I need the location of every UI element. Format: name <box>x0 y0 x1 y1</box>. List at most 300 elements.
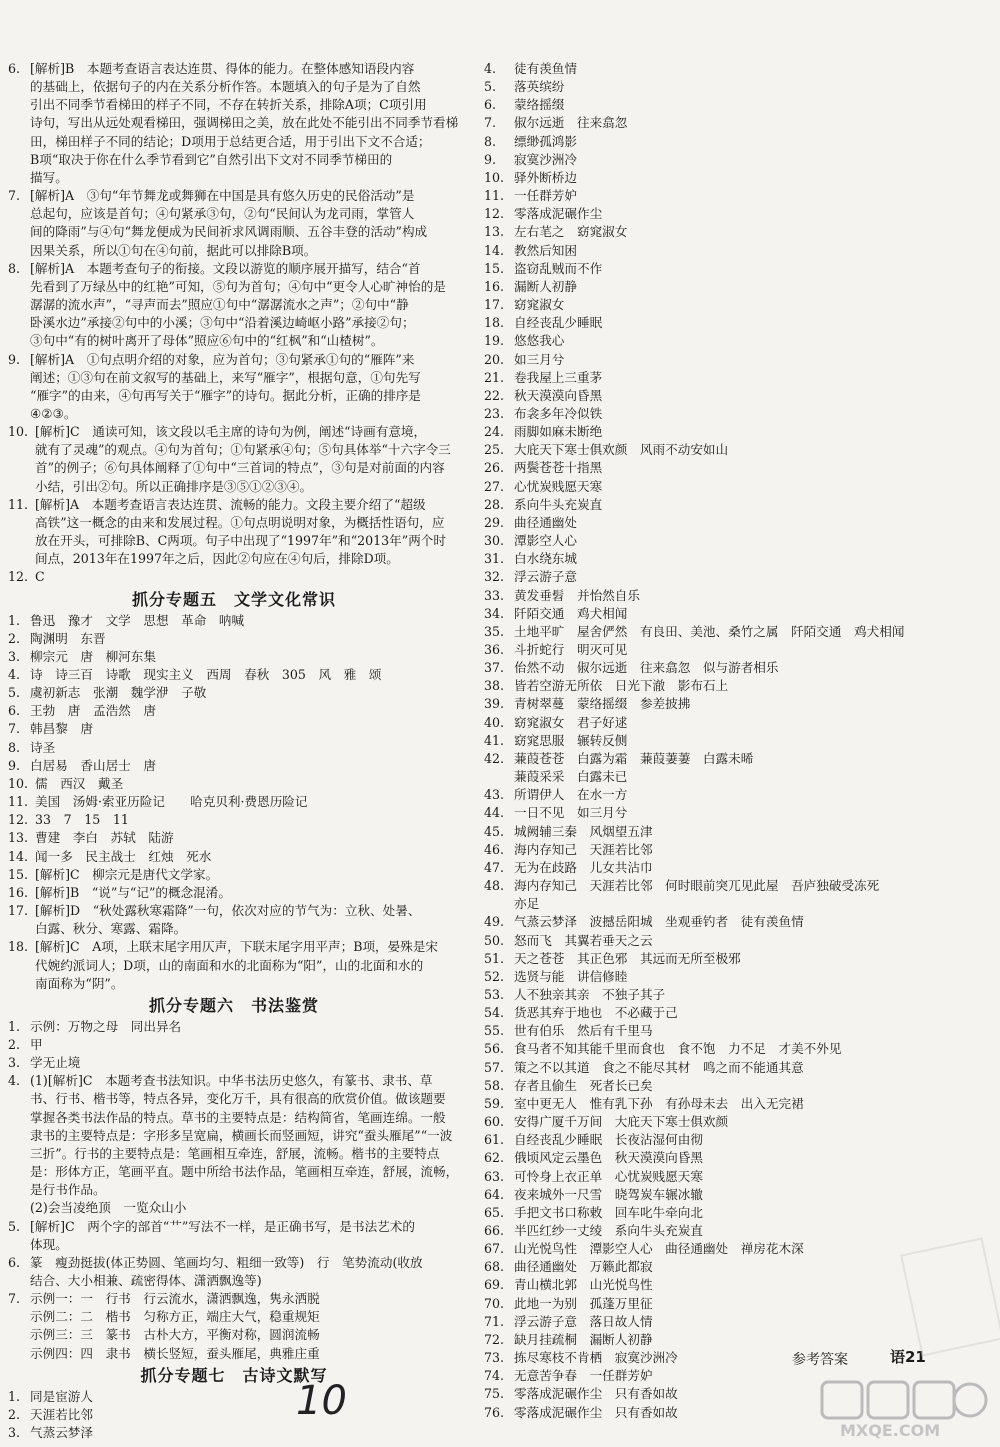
item-number: 2. <box>8 1406 21 1422</box>
item-text: 亦足 <box>514 896 540 912</box>
answer-item <box>484 1149 974 1167</box>
item-number: 50. <box>484 932 505 948</box>
answer-item <box>484 423 974 441</box>
item-text: 左右芼之 窈窕淑女 <box>514 224 628 240</box>
item-text: 缥缈孤鸿影 <box>514 133 577 149</box>
item-number: 10. <box>8 775 29 791</box>
item-number: 13. <box>8 830 29 846</box>
item-text: 如三月兮 <box>514 351 565 367</box>
item-text: 所谓伊人 在水一方 <box>514 787 628 803</box>
item-number: 4. <box>8 1073 21 1089</box>
answer-item <box>484 1040 974 1058</box>
item-number: 36. <box>484 642 505 657</box>
answer-item <box>484 823 974 841</box>
item-text: 雨脚如麻未断绝 <box>514 424 603 440</box>
item-text: 诗 诗三百 诗歌 现实主义 西周 春秋 305 风 雅 颂 <box>30 667 382 682</box>
item-number: 28. <box>484 496 505 512</box>
item-number: 23. <box>484 405 505 421</box>
item-text: 存者且偷生 死者长已矣 <box>514 1077 653 1093</box>
answer-item <box>8 666 460 684</box>
answer-line: 间点，2013年在1997年之后，因此②句应在④句后，排除D项。 <box>35 551 399 567</box>
item-number: 34. <box>484 605 505 621</box>
item-text: 俄顷风定云墨色 秋天漠漠向昏黑 <box>514 1150 703 1166</box>
item-number: 54. <box>484 1005 505 1021</box>
answer-item <box>484 786 974 804</box>
answer-line: 三折”。行书的主要特点是：笔画相互牵连，舒展，流畅。楷书的主要特点 <box>30 1145 440 1161</box>
answer-item <box>484 804 974 822</box>
answer-item <box>484 441 974 459</box>
svg-text:MXQE.COM: MXQE.COM <box>840 1421 941 1440</box>
item-number: 3. <box>8 1425 21 1441</box>
item-number: 47. <box>484 859 505 875</box>
item-text: 山光悦鸟性 潭影空人心 曲径通幽处 禅房花木深 <box>514 1241 804 1257</box>
item-number: 8. <box>484 133 497 149</box>
answer-item <box>484 223 974 241</box>
item-number: 64. <box>484 1186 505 1202</box>
page-number: 语21 <box>890 1348 926 1366</box>
item-number: 22. <box>484 387 505 403</box>
answer-item <box>484 950 974 968</box>
answer-item <box>484 568 974 586</box>
answer-item <box>484 296 974 314</box>
answer-item <box>8 351 460 424</box>
item-text: 天涯若比邻 <box>30 1406 93 1422</box>
item-number: 58. <box>484 1077 505 1093</box>
answer-item <box>484 478 974 496</box>
item-number: 65. <box>484 1204 505 1220</box>
answer-item <box>8 902 460 938</box>
item-number: 53. <box>484 986 505 1002</box>
item-number: 40. <box>484 714 505 730</box>
item-text: 阡陌交通 鸡犬相闻 <box>514 605 628 621</box>
item-number: 16. <box>484 278 505 294</box>
item-number: 24. <box>484 424 505 440</box>
answer-item <box>484 1186 974 1204</box>
item-number: 9. <box>484 151 497 167</box>
answer-item <box>484 841 974 859</box>
answer-line: ④②③。 <box>30 405 77 421</box>
item-number: 19. <box>484 333 505 349</box>
answer-item <box>484 496 974 514</box>
item-number: 59. <box>484 1095 505 1111</box>
answer-line: 小结，引出②句。所以正确排序是③⑤①②③④。 <box>35 478 313 494</box>
answer-item <box>484 1131 974 1149</box>
item-text: 柳宗元 唐 柳河东集 <box>30 648 156 664</box>
item-number: 12. <box>8 569 29 585</box>
answer-item <box>8 260 460 351</box>
item-number: 72. <box>484 1331 505 1347</box>
item-text: 虞初新志 张潮 魏学洢 子敬 <box>30 685 207 701</box>
answer-line: 白露、秋分、寒露、霜降。 <box>35 921 187 937</box>
answer-item <box>484 1095 974 1113</box>
answer-item <box>484 114 974 132</box>
item-text: 浮云游子意 <box>514 569 577 585</box>
item-number: 55. <box>484 1023 505 1039</box>
item-number: 8. <box>8 260 21 276</box>
answer-subline: 示例四：四 隶书 横长竖短，蚕头雁尾，典雅庄重 <box>30 1345 320 1361</box>
answer-item <box>484 532 974 550</box>
item-text: 窈窕淑女 君子好逑 <box>514 714 628 730</box>
item-text: 斗折蛇行 明灭可见 <box>514 642 628 657</box>
answer-item <box>8 568 460 586</box>
item-number: 17. <box>8 903 29 919</box>
answer-item <box>484 78 974 96</box>
answer-item <box>8 1036 460 1054</box>
answer-item <box>484 859 974 877</box>
item-number: 14. <box>484 242 505 258</box>
answer-item <box>8 60 460 187</box>
answer-line: [解析]A ③句“年节舞龙或舞狮在中国是具有悠久历史的民俗活动”是 <box>30 188 415 204</box>
item-text: 大庇天下寒士俱欢颜 风雨不动安如山 <box>514 442 729 458</box>
answer-line: 南面称为“阴”。 <box>35 975 124 991</box>
answer-item <box>484 187 974 205</box>
answer-item <box>484 96 974 114</box>
item-number: 15. <box>484 260 505 276</box>
item-text: [解析]B “说”与“记”的概念混淆。 <box>35 884 231 900</box>
item-text: 夜来城外一尺雪 晓驾炭车辗冰辙 <box>514 1186 703 1202</box>
item-number: 5. <box>484 79 497 95</box>
item-number: 63. <box>484 1168 505 1184</box>
item-text: 寂寞沙洲冷 <box>514 151 577 167</box>
item-number: 31. <box>484 551 505 567</box>
item-number: 27. <box>484 478 505 494</box>
item-number: 67. <box>484 1241 505 1257</box>
item-number: 6. <box>484 97 497 113</box>
item-text: 海内存知己 天涯若比邻 <box>514 841 653 857</box>
answer-item <box>8 720 460 738</box>
item-text: 落英缤纷 <box>514 79 565 95</box>
item-number: 4. <box>8 667 21 682</box>
item-text: 自经丧乱少睡眠 长夜沾湿何由彻 <box>514 1132 703 1148</box>
item-text: 策之不以其道 食之不能尽其材 鸣之而不能通其意 <box>514 1059 804 1075</box>
answer-line: 篆 瘦劲挺拔(体正势圆、笔画均匀、粗细一致等) 行 笔势流动(收放 <box>30 1254 423 1270</box>
answer-item <box>484 641 974 659</box>
answer-item <box>8 1424 460 1442</box>
item-text: 黄发垂髫 并怡然自乐 <box>514 587 640 603</box>
item-number: 13. <box>484 224 505 240</box>
item-text: 海内存知己 天涯若比邻 何时眼前突兀见此屋 吾庐独破受冻死 <box>514 878 880 894</box>
answer-line: 因果关系，所以①句在④句前，据此可以排除B项。 <box>30 242 317 258</box>
item-number: 2. <box>8 1036 21 1052</box>
answer-item <box>484 1004 974 1022</box>
answer-line: 放在开头，可排除B、C两项。句子中出现了“1997年”和“2013年”两个时 <box>35 533 446 549</box>
answer-item <box>484 278 974 296</box>
answer-line: [解析]A ①句点明介绍的对象，应为首句；③句紧承①句的“雁阵”来 <box>30 351 415 367</box>
right-column <box>484 60 974 1422</box>
answer-item <box>484 550 974 568</box>
answer-item <box>8 1388 460 1406</box>
item-text: 美国 汤姆·索亚历险记 哈克贝利·费恩历险记 <box>35 794 308 810</box>
item-number: 7. <box>8 1291 21 1307</box>
answer-item <box>8 739 460 757</box>
left-column <box>8 60 460 1442</box>
answer-item <box>484 1222 974 1240</box>
answer-line: 先看到了万绿丛中的红艳”可知，⑤句为首句；④句中“更令人心旷神怡的是 <box>30 278 446 294</box>
item-text: 33 7 15 11 <box>35 812 129 828</box>
item-number: 35. <box>484 623 505 639</box>
answer-item <box>484 314 974 332</box>
item-text: 自经丧乱少睡眠 <box>514 315 603 331</box>
item-text: 王勃 唐 孟浩然 唐 <box>30 703 156 719</box>
item-text: 皆若空游无所依 日光下澈 影布石上 <box>514 678 729 694</box>
item-text: 潭影空人心 <box>514 533 577 549</box>
item-number: 69. <box>484 1277 505 1293</box>
answer-item <box>484 623 974 641</box>
item-number: 33. <box>484 587 505 603</box>
answer-item <box>8 1218 460 1254</box>
item-text: 秋天漠漠向昏黑 <box>514 387 603 403</box>
item-text: 曲径通幽处 <box>514 514 577 530</box>
answer-item <box>484 60 974 78</box>
item-number: 15. <box>8 866 29 882</box>
answer-line: 高铁”这一概念的由来和发展过程。①句点明说明对象，为概括性语句，应 <box>35 514 445 530</box>
item-number: 7. <box>8 188 21 204</box>
item-text: 两鬓苍苍十指黑 <box>514 460 603 476</box>
answer-subline: 示例二：二 楷书 匀称方正，端庄大气，稳重规矩 <box>30 1309 320 1325</box>
item-number: 38. <box>484 678 505 694</box>
item-number: 56. <box>484 1041 505 1057</box>
answer-line: 代婉约派词人；D项，山的南面和水的北面称为“阳”，山的北面和水的 <box>35 957 424 973</box>
answer-item <box>484 677 974 695</box>
item-number: 70. <box>484 1295 505 1311</box>
answer-item <box>8 630 460 648</box>
item-text: 闻一多 民主战士 红烛 死水 <box>35 848 212 864</box>
answer-item <box>8 1290 460 1308</box>
handwritten-mark: 10 <box>296 1378 347 1424</box>
item-text: 气蒸云梦泽 波撼岳阳城 坐观垂钓者 徒有羡鱼情 <box>514 914 804 930</box>
item-text: 气蒸云梦泽 <box>30 1425 93 1441</box>
item-number: 4. <box>484 61 497 76</box>
answer-item <box>484 968 974 986</box>
item-text: 陶渊明 东晋 <box>30 630 106 646</box>
item-number: 66. <box>484 1223 505 1238</box>
answer-item <box>8 684 460 702</box>
answer-item <box>484 1077 974 1095</box>
item-text: 悠悠我心 <box>514 333 565 349</box>
item-text: 天之苍苍 其正色邪 其远而无所至极邪 <box>514 950 741 966</box>
item-text: 俶尔远逝 往来翕忽 <box>514 115 628 131</box>
item-text: 食马者不知其能千里而食也 食不饱 力不足 才美不外见 <box>514 1041 842 1057</box>
answer-item <box>484 1113 974 1131</box>
answer-line: 首”的例子；⑥句具体阐释了①句中“三首词的特点”，③句是对前面的内容 <box>35 460 445 476</box>
answer-line: [解析]C 通读可知，该文段以毛主席的诗句为例，阐述“诗画有意境， <box>35 424 427 440</box>
item-number: 37. <box>484 660 505 676</box>
answer-item <box>484 1059 974 1077</box>
item-text: 蒹葭苍苍 白露为霜 蒹葭萋萋 白露未晞 <box>514 750 754 766</box>
item-text: 驿外断桥边 <box>514 169 577 185</box>
answer-item <box>484 205 974 223</box>
answer-line: “雁字”的由来，④句再写关于“雁字”的诗句。据此分析，正确的排序是 <box>30 387 421 403</box>
answer-item <box>484 369 974 387</box>
item-number: 1. <box>8 612 21 628</box>
answer-item <box>8 811 460 829</box>
item-number: 16. <box>8 884 29 900</box>
item-number: 10. <box>8 424 29 440</box>
item-text: 手把文书口称敕 回车叱牛牵向北 <box>514 1204 703 1220</box>
answer-line: 间的降雨”与④句“舞龙便成为民间祈求风调雨顺、五谷丰登的活动”构成 <box>30 224 428 240</box>
answer-line: 体现。 <box>30 1236 68 1252</box>
item-text: 无意苦争春 一任群芳妒 <box>514 1368 653 1384</box>
item-number: 11. <box>484 188 505 204</box>
item-number: 25. <box>484 442 505 458</box>
item-text: 怒而飞 其翼若垂天之云 <box>514 932 653 948</box>
answer-item <box>8 884 460 902</box>
item-text: 青山横北郭 山光悦鸟性 <box>514 1277 653 1293</box>
item-text: 青树翠蔓 蒙络摇缀 参差披拂 <box>514 696 691 712</box>
item-text: 徒有羡鱼情 <box>514 61 577 76</box>
answer-item <box>484 714 974 732</box>
item-number: 71. <box>484 1313 505 1329</box>
item-number: 39. <box>484 696 505 712</box>
item-number: 21. <box>484 369 505 385</box>
item-number: 45. <box>484 823 505 839</box>
item-number: 43. <box>484 787 505 803</box>
answer-item <box>484 932 974 950</box>
answer-line: [解析]A 本题考查语言表达连贯、流畅的能力。文段主要介绍了“超级 <box>35 496 426 512</box>
item-text: 此地一为别 孤蓬万里征 <box>514 1295 653 1311</box>
answer-line: [解析]D “秋处露秋寒霜降”一句，依次对应的节气为：立秋、处暑、 <box>35 903 421 919</box>
answer-item <box>484 514 974 532</box>
item-number: 9. <box>8 757 21 773</box>
item-number: 51. <box>484 950 505 966</box>
item-text: 缺月挂疏桐 漏断人初静 <box>514 1331 653 1347</box>
item-text: C <box>35 569 45 585</box>
item-number: 12. <box>484 206 505 222</box>
answer-item <box>8 775 460 793</box>
item-number: 5. <box>8 685 21 701</box>
item-number: 18. <box>8 939 29 955</box>
item-number: 14. <box>8 848 29 864</box>
item-number: 49. <box>484 914 505 930</box>
item-text: 教然后知困 <box>514 242 577 258</box>
item-number: 57. <box>484 1059 505 1075</box>
item-number: 76. <box>484 1404 505 1420</box>
answer-item <box>8 1254 460 1290</box>
answer-line: 结合、大小相兼、疏密得体、潇洒飘逸等) <box>30 1273 262 1288</box>
answer-line: [解析]B 本题考查语言表达连贯、得体的能力。在整体感知语段内容 <box>30 61 415 76</box>
item-text: 蒙络摇缀 <box>514 97 565 113</box>
answer-item <box>8 496 460 569</box>
item-number: 6. <box>8 703 21 719</box>
answer-item <box>484 351 974 369</box>
answer-item <box>484 1022 974 1040</box>
item-text: 浮云游子意 落日故人情 <box>514 1313 653 1329</box>
item-text: 同是宦游人 <box>30 1388 93 1404</box>
item-number: 10. <box>484 169 505 185</box>
item-text: 卷我屋上三重茅 <box>514 369 603 385</box>
answer-item <box>484 1295 974 1313</box>
answer-item <box>484 1168 974 1186</box>
item-number: 12. <box>8 812 29 828</box>
item-number: 11. <box>8 794 29 810</box>
answer-item <box>484 1276 974 1294</box>
section-heading: 抓分专题七 古诗文默写 <box>140 1365 328 1385</box>
answer-item <box>484 1204 974 1222</box>
item-text: 一任群芳妒 <box>514 188 577 204</box>
answer-item <box>8 612 460 630</box>
item-text: 零落成泥碾作尘 <box>514 206 603 222</box>
item-text: 人不独亲其亲 不独子其子 <box>514 986 666 1002</box>
answer-item <box>8 1018 460 1036</box>
answer-line: 掌握各类书法作品的特点。草书的主要特点是：结构简省，笔画连绵。一般 <box>30 1109 446 1125</box>
item-number: 5. <box>8 1218 21 1234</box>
answer-item <box>8 423 460 496</box>
item-text: 学无止境 <box>30 1055 81 1071</box>
section-heading: 抓分专题六 书法鉴赏 <box>148 995 319 1015</box>
item-number: 3. <box>8 648 21 664</box>
item-text: 选贤与能 讲信修睦 <box>514 968 628 984</box>
answer-subline: 示例三：三 篆书 古朴大方，平衡对称，圆润流畅 <box>30 1327 320 1343</box>
watermark-logo <box>820 1378 990 1440</box>
answer-line: [解析]C A项，上联末尾字用仄声，下联末尾字用平声；B项，晏殊是宋 <box>35 939 439 955</box>
item-text: 鲁迅 豫才 文学 思想 革命 呐喊 <box>30 612 245 628</box>
answer-item <box>484 695 974 713</box>
answer-item <box>484 732 974 750</box>
item-text: 土地平旷 屋舍俨然 有良田、美池、桑竹之属 阡陌交通 鸡犬相闻 <box>514 623 905 639</box>
item-number: 26. <box>484 460 505 476</box>
answer-line: [解析]C 两个字的部首“艹”写法不一样，是正确书写，是书法艺术的 <box>30 1218 415 1234</box>
item-text: 安得广厦千万间 大庇天下寒士俱欢颜 <box>514 1114 729 1130</box>
answer-line: 的基础上，依据句子的内在关系分析作答。本题填入的句子是为了自然 <box>30 79 421 95</box>
item-number: 7. <box>8 721 21 737</box>
answer-line: (1)[解析]C 本题考查书法知识。中华书法历史悠久，有篆书、隶书、草 <box>30 1073 433 1089</box>
answer-line: B项“取决于你在什么季节看到它”自然引出下文对不同季节梯田的 <box>30 151 393 167</box>
footer-label: 参考答案 <box>792 1352 848 1368</box>
answer-item <box>484 405 974 423</box>
item-number: 3. <box>8 1055 21 1071</box>
item-number: 6. <box>8 1254 21 1270</box>
item-number: 17. <box>484 297 505 313</box>
item-number: 20. <box>484 351 505 367</box>
item-number: 74. <box>484 1368 505 1384</box>
answer-item <box>484 913 974 931</box>
answer-line: 是行书作品。 <box>30 1182 106 1198</box>
answer-item <box>8 1072 460 1199</box>
item-text: 货恶其弃于地也 不必藏于己 <box>514 1005 678 1021</box>
item-text: 盗窃乱贼而不作 <box>514 260 603 276</box>
item-number: 30. <box>484 533 505 549</box>
item-text: 零落成泥碾作尘 只有香如故 <box>514 1386 678 1402</box>
item-text: 韩昌黎 唐 <box>30 721 93 737</box>
answer-item <box>484 387 974 405</box>
item-number: 60. <box>484 1114 505 1130</box>
item-number: 9. <box>8 351 21 367</box>
answer-line: 书、行书、楷书等，特点各异，变化万千，具有很高的欣赏价值。做该题要 <box>30 1091 446 1107</box>
item-text: 蒹葭采采 白露未已 <box>514 769 628 785</box>
answer-item <box>484 459 974 477</box>
item-text: 心忧炭贱愿天寒 <box>514 478 603 494</box>
item-text: 零落成泥碾作尘 只有香如故 <box>514 1404 678 1420</box>
item-number: 29. <box>484 514 505 530</box>
item-text: 窈窕淑女 <box>514 297 565 313</box>
answer-line: 引出不同季节看梯田的样子不同，不存在转折关系，排除A项；C项引用 <box>30 97 427 113</box>
answer-item <box>484 986 974 1004</box>
item-number: 41. <box>484 732 505 748</box>
item-number: 46. <box>484 841 505 857</box>
answer-item <box>484 151 974 169</box>
item-text: 城阙辅三秦 风烟望五津 <box>514 823 653 839</box>
answer-item <box>8 866 460 884</box>
item-number: 62. <box>484 1150 505 1166</box>
item-number: 6. <box>8 61 21 76</box>
answer-item <box>484 133 974 151</box>
item-text: 甲 <box>30 1036 43 1052</box>
item-text: 系向牛头充炭直 <box>514 496 603 512</box>
answer-item <box>484 242 974 260</box>
item-text: 拣尽寒枝不肯栖 寂寞沙洲冷 <box>514 1350 678 1366</box>
item-text: 一日不见 如三月兮 <box>514 805 628 821</box>
answer-line: 总起句，应该是首句；④句紧承③句，②句“民间认为龙司雨，掌管人 <box>30 206 415 222</box>
